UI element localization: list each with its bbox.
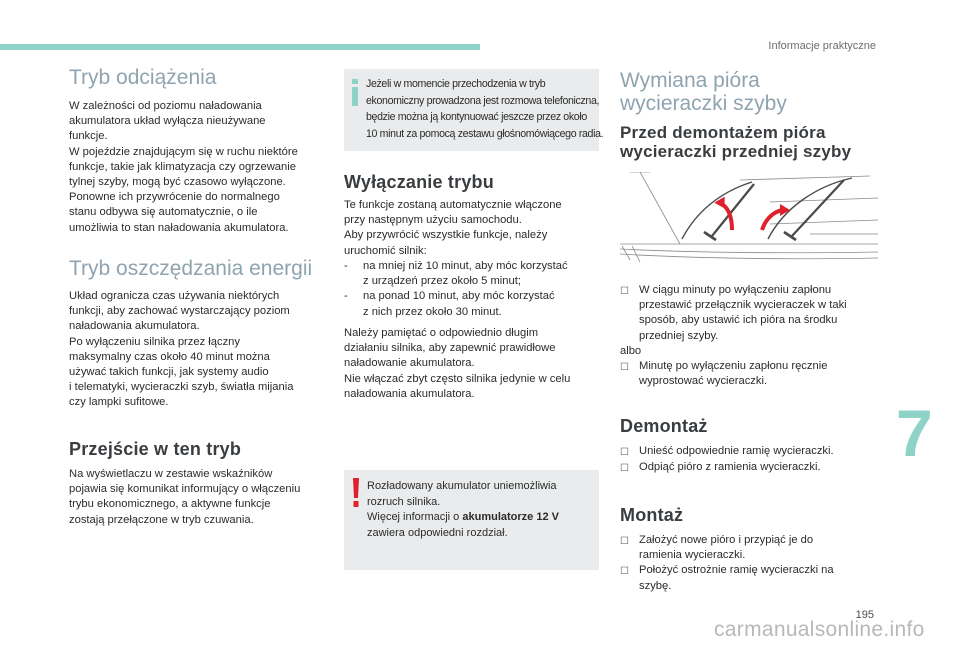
warning-box bbox=[344, 470, 599, 570]
warning-line-3-prefix: Więcej informacji o bbox=[367, 511, 463, 523]
list-item-text bbox=[639, 359, 827, 389]
top-accent-bar bbox=[0, 44, 480, 50]
dash-list-wylaczanie bbox=[344, 259, 568, 320]
warning-line-4: zawiera odpowiedni rozdział. bbox=[367, 526, 508, 539]
text-line: naładowanie akumulatora. bbox=[344, 357, 475, 370]
arrow-left-icon bbox=[714, 197, 732, 230]
albo-label: albo bbox=[620, 345, 642, 357]
heading-przed-line2: wycieraczki przedniej szyby bbox=[620, 142, 852, 161]
text-line: akumulatora układ wyłącza nieużywane bbox=[69, 115, 266, 128]
checkbox-bullet-icon: ☐ bbox=[620, 536, 629, 547]
text-line: Te funkcje zostaną automatycznie włączone bbox=[344, 199, 562, 211]
text-line: ekonomiczny prowadzona jest rozmowa telefoniczna, bbox=[366, 94, 600, 107]
warning-line-2: rozruch silnika. bbox=[367, 495, 441, 508]
text-line: funkcji, aby zachować wystarczający poziom bbox=[69, 305, 290, 318]
paragraph-wylaczanie-outro bbox=[344, 326, 570, 402]
text-line: maksymalny czas około 40 minut można bbox=[69, 350, 270, 363]
list-item bbox=[620, 283, 847, 344]
text-line: 10 minut za pomocą zestawu głośnomówiącego radia. bbox=[366, 127, 604, 140]
warning-line-3 bbox=[367, 510, 559, 526]
text-albo bbox=[620, 344, 641, 359]
text-line: uruchomić silnik: bbox=[344, 244, 427, 257]
text-line: Założyć nowe pióro i przypiąć je do bbox=[639, 534, 814, 546]
text-line: Aby przywrócić wszystkie funkcje, należy bbox=[344, 229, 548, 242]
text-line: funkcje, takie jak klimatyzacja czy ogrzewanie bbox=[69, 160, 296, 173]
text-line: Należy pamiętać o odpowiednio długim bbox=[344, 327, 539, 339]
text-line: czy lampki sufitowe. bbox=[69, 396, 169, 409]
text-line: będzie można ją kontynuować jeszcze przez około bbox=[366, 111, 587, 123]
list-item bbox=[344, 259, 568, 289]
text-line: pojawia się komunikat informujący o włączeniu bbox=[69, 483, 301, 496]
text-line: przy następnym użyciu samochodu. bbox=[344, 214, 522, 227]
text-line: trybu ekonomicznego, a aktywne funkcje bbox=[69, 498, 271, 511]
text-line: Po wyłączeniu silnika przez łączny bbox=[69, 335, 240, 348]
text-line: Nie włączać zbyt często silnika jedynie w celu bbox=[344, 372, 571, 385]
heading-przejscie: Przejście w ten tryb bbox=[69, 439, 242, 459]
paragraph-tryb-odciazenia bbox=[69, 99, 298, 236]
text-line: szybę. bbox=[639, 579, 672, 592]
text-line: z nich przez około 30 minut. bbox=[363, 305, 502, 318]
text-line: naładowania akumulatora. bbox=[69, 320, 200, 333]
info-box bbox=[344, 69, 604, 151]
watermark: carmanualsonline.info bbox=[714, 618, 925, 641]
heading-tryb-odciazenia: Tryb odciążenia bbox=[69, 66, 217, 89]
list-item-text bbox=[639, 444, 834, 460]
text-line: tylnej szyby, mogą być czasowo wyłączone. bbox=[69, 176, 286, 189]
list-item bbox=[620, 444, 834, 460]
list-item bbox=[620, 460, 834, 476]
text-line: W pojeździe znajdującym się w ruchu niektóre bbox=[69, 145, 298, 158]
checkbox-bullet-icon: ☐ bbox=[620, 463, 629, 475]
text-line: z urządzeń przez około 5 minut; bbox=[363, 275, 521, 288]
warning-line-1: Rozładowany akumulator uniemożliwia bbox=[367, 480, 557, 492]
page-number: 195 bbox=[855, 609, 874, 621]
text-line: Ponowne ich przywrócenie do normalnego bbox=[69, 191, 280, 204]
text-line: na ponad 10 minut, aby móc korzystać bbox=[363, 290, 555, 303]
warning-link-akumulator: akumulatorze 12 V bbox=[462, 511, 559, 523]
heading-wymiana-line1: Wymiana pióra bbox=[620, 69, 760, 92]
text-line: W ciągu minuty po wyłączeniu zapłonu bbox=[639, 284, 832, 296]
info-box-text bbox=[366, 76, 603, 142]
heading-demontaz: Demontaż bbox=[620, 416, 708, 436]
text-line: Odpiąć pióro z ramienia wycieraczki. bbox=[639, 461, 821, 474]
text-line: W zależności od poziomu naładowania bbox=[69, 100, 262, 112]
paragraph-wylaczanie-intro bbox=[344, 198, 562, 259]
text-line: na mniej niż 10 minut, aby móc korzystać bbox=[363, 260, 568, 272]
list-item-text bbox=[639, 460, 821, 476]
warning-box-text bbox=[367, 479, 559, 541]
text-line: stanu odbywa się automatycznie, o ile bbox=[69, 206, 258, 219]
text-line: naładowania akumulatora. bbox=[344, 387, 475, 400]
section-header: Informacje praktyczne bbox=[768, 40, 876, 52]
heading-wymiana-line2: wycieraczki szyby bbox=[620, 92, 787, 115]
text-line: przestawić przełącznik wycieraczek w taki bbox=[639, 299, 847, 312]
bullet-list-demontaz bbox=[620, 444, 834, 476]
text-line: przedniej szyby. bbox=[639, 329, 719, 342]
list-item-text bbox=[363, 259, 568, 289]
text-line: ramienia wycieraczki. bbox=[639, 549, 746, 562]
checkbox-bullet-icon: ☐ bbox=[620, 566, 629, 578]
text-line: Unieść odpowiednie ramię wycieraczki. bbox=[639, 445, 834, 457]
text-line: sposób, aby ustawić ich pióra na środku bbox=[639, 314, 838, 327]
bullet-list-montaz bbox=[620, 533, 834, 594]
checkbox-bullet-icon: ☐ bbox=[620, 286, 629, 297]
paragraph-tryb-oszczedzania bbox=[69, 289, 293, 411]
heading-wylaczanie: Wyłączanie trybu bbox=[344, 172, 494, 192]
text-line: umożliwia to stan naładowania akumulatora. bbox=[69, 221, 289, 234]
text-line: funkcje. bbox=[69, 130, 108, 143]
list-item bbox=[344, 289, 568, 319]
bullet-list-przed bbox=[620, 283, 847, 344]
list-item bbox=[620, 563, 834, 593]
wiper-left bbox=[682, 182, 754, 240]
text-line: działaniu silnika, aby zapewnić prawidłowe bbox=[344, 342, 556, 355]
info-icon bbox=[350, 79, 360, 106]
text-line: Na wyświetlaczu w zestawie wskaźników bbox=[69, 468, 273, 480]
list-item-text bbox=[639, 533, 813, 563]
text-line: Minutę po wyłączeniu zapłonu ręcznie bbox=[639, 360, 828, 372]
dash-marker: - bbox=[344, 290, 348, 303]
text-line: Układ ogranicza czas używania niektórych bbox=[69, 290, 280, 302]
list-item-text bbox=[363, 289, 555, 319]
text-line: używać takich funkcji, jak systemy audio bbox=[69, 366, 269, 379]
text-line: wyprostować wycieraczki. bbox=[639, 375, 768, 388]
warning-exclamation-icon bbox=[351, 478, 361, 508]
paragraph-przejscie bbox=[69, 467, 300, 528]
heading-montaz: Montaż bbox=[620, 505, 684, 525]
text-line: i telematyki, wycieraczki szyb, światła mijania bbox=[69, 381, 294, 394]
text-line: Położyć ostrożnie ramię wycieraczki na bbox=[639, 564, 834, 577]
wiper-illustration bbox=[620, 172, 878, 270]
heading-przed-line1: Przed demontażem pióra bbox=[620, 123, 826, 142]
list-item-text bbox=[639, 283, 847, 344]
text-line: Jeżeli w momencie przechodzenia w tryb bbox=[366, 78, 546, 90]
list-item bbox=[620, 359, 827, 389]
dash-marker: - bbox=[344, 260, 348, 272]
checkbox-bullet-icon: ☐ bbox=[620, 362, 629, 373]
checkbox-bullet-icon: ☐ bbox=[620, 447, 629, 458]
text-line: zostają przełączone w tryb czuwania. bbox=[69, 513, 254, 526]
list-item bbox=[620, 533, 834, 563]
chapter-number: 7 bbox=[896, 396, 933, 470]
list-item-text bbox=[639, 563, 834, 593]
heading-tryb-oszczedzania: Tryb oszczędzania energii bbox=[69, 257, 313, 280]
bullet-list-przed-2 bbox=[620, 359, 827, 389]
